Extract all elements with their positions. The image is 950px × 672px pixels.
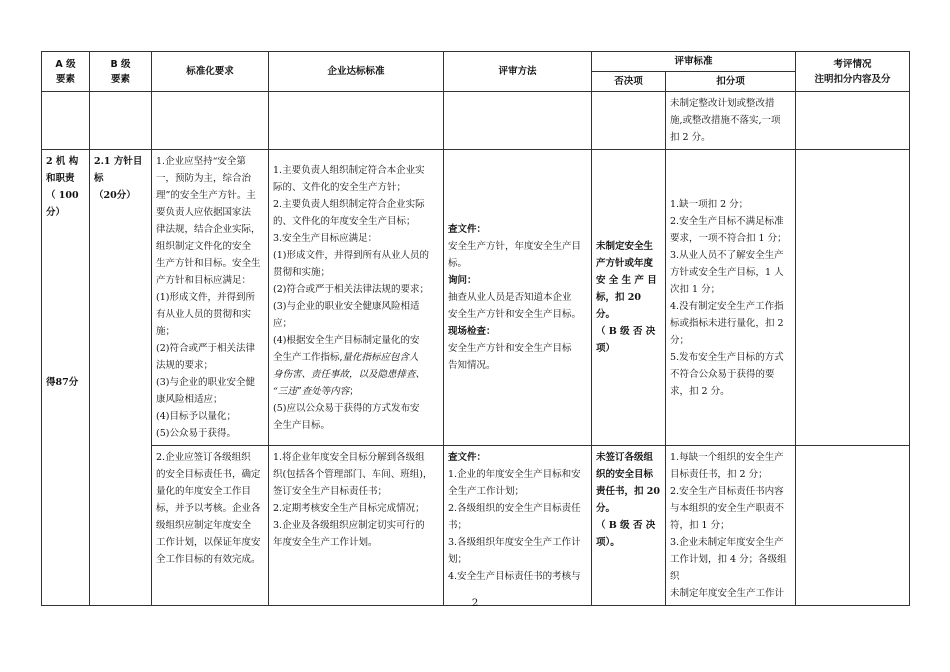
standard-table — [41, 51, 910, 606]
header-veto: 否决项 — [592, 72, 666, 92]
std-req-2: 2.企业应签订各级组织 的安全目标责任书，确定 量化的年度安全工作目 标，并予以考核。企业各 级组织应制定年度安全 工作计划，以保证年度安 全工作目标的有效完成。 — [152, 446, 269, 606]
ent-std-2: 1.将企业年度安全目标分解到各级组 织(包括各个管理部门、车间、班组)， 签订安全生产目标责任书； 2.定期考核安全生产目标完成情况； 3.企业及各级组织应制定切实可行的 年度安全生产工作计划。 — [269, 446, 444, 606]
header-method: 评审方法 — [444, 52, 592, 92]
a-level-element: 2 机 构 和职责 （ 100 分） 得87分 — [42, 150, 90, 606]
header-ent-std: 企业达标标准 — [269, 52, 444, 92]
table-row-responsibility — [42, 446, 910, 606]
a-level-score: 得87分 — [46, 377, 79, 388]
table-row-policy-goals — [42, 150, 910, 446]
deduct-2: 1.每缺一个组织的安全生产 目标责任书，扣 2 分； 2.安全生产目标责任书内容 与本组织的安全生产职责不 符，扣 1 分； 3.企业未制定年度安全生产 工作计划，扣 4 分；各级组织 未制定年度安全生产工作计 — [666, 446, 796, 606]
deduct-1: 1.缺一项扣 2 分； 2.安全生产目标不满足标准 要求，一项不符合扣 1 分； 3.从业人员不了解安全生产 方针或安全生产目标，1 人 次扣 1 分； 4.没有制定安全生产工作指 标或指标未进行量化，扣 2 分； 5.发布安全生产目标的方式 不符合公众易于获得的要 求，扣 2 分。 — [666, 150, 796, 446]
header-eval-std: 评审标准 — [592, 52, 796, 72]
ent-std-1: 1.主要负责人组织制定符合本企业实 际的、文件化的安全生产方针； 2.主要负责人组织制定符合企业实际 的、文件化的年度安全生产目标； 3.安全生产目标应满足： (1)形成文件，并得到所有从业人员的 贯彻和实施； (2)符合或严于相关法律法规的要求； (3)与企业的职业安全健康风险相适 应； (4)根据安全生产目标制定量化的安 全生产工作指标,量化指标应包含人 身伤害、责任事故，以及隐患排查、 “三违”查处等内容； (5)应以公众易于获得的方式发布安 全生产目标。 — [269, 150, 444, 446]
review-2 — [796, 446, 910, 606]
continuation-deduct: 未制定整改计划或整改措 施,或整改措施不落实,一项 扣 2 分。 — [666, 92, 796, 150]
std-req-1: 1.企业应坚持“安全第 一，预防为主，综合治 理”的安全生产方针。主 要负责人应依据国家法 律法规，结合企业实际， 组织制定文件化的安全 生产方针和目标。安全生 产方针和目标应满足： (1)形成文件，并得到所 有从业人员的贯彻和实 施； (2)符合或严于相关法律 法规的要求； (3)与企业的职业安全健 康风险相适应； (4)目标予以量化； (5)公众易于获得。 — [152, 150, 269, 446]
header-b-level: B 级 要素 — [90, 52, 152, 92]
table-row-continuation — [42, 92, 910, 150]
method-1: 查文件： 安全生产方针，年度安全生产目 标。 询问： 抽查从业人员是否知道本企业 安全生产方针和安全生产目标。 现场检查： 安全生产方针和安全生产目标 告知情况。 — [444, 150, 592, 446]
b-level-element: 2.1 方针目 标 （20分） — [90, 150, 152, 606]
header-deduct: 扣分项 — [666, 72, 796, 92]
header-a-level: A 级 要素 — [42, 52, 90, 92]
header-std-req: 标准化要求 — [152, 52, 269, 92]
veto-1: 未制定安全生 产方针或年度 安 全 生 产 目 标，扣 20 分。 （ B 级 否 决 项） — [592, 150, 666, 446]
method-2: 查文件： 1.企业的年度安全生产目标和安 全生产工作计划； 2.各级组织的安全生产目标责任 书； 3.各级组织年度安全生产工作计 划； 4.安全生产目标责任书的考核与 — [444, 446, 592, 606]
review-1 — [796, 150, 910, 446]
header-row-1 — [42, 52, 910, 72]
veto-2: 未签订各级组 织的安全目标 责任书，扣 20 分。 （ B 级 否 决 项）。 — [592, 446, 666, 606]
header-review: 考评情况 注明扣分内容及分 — [796, 52, 910, 92]
page-number: 2 — [471, 598, 479, 609]
